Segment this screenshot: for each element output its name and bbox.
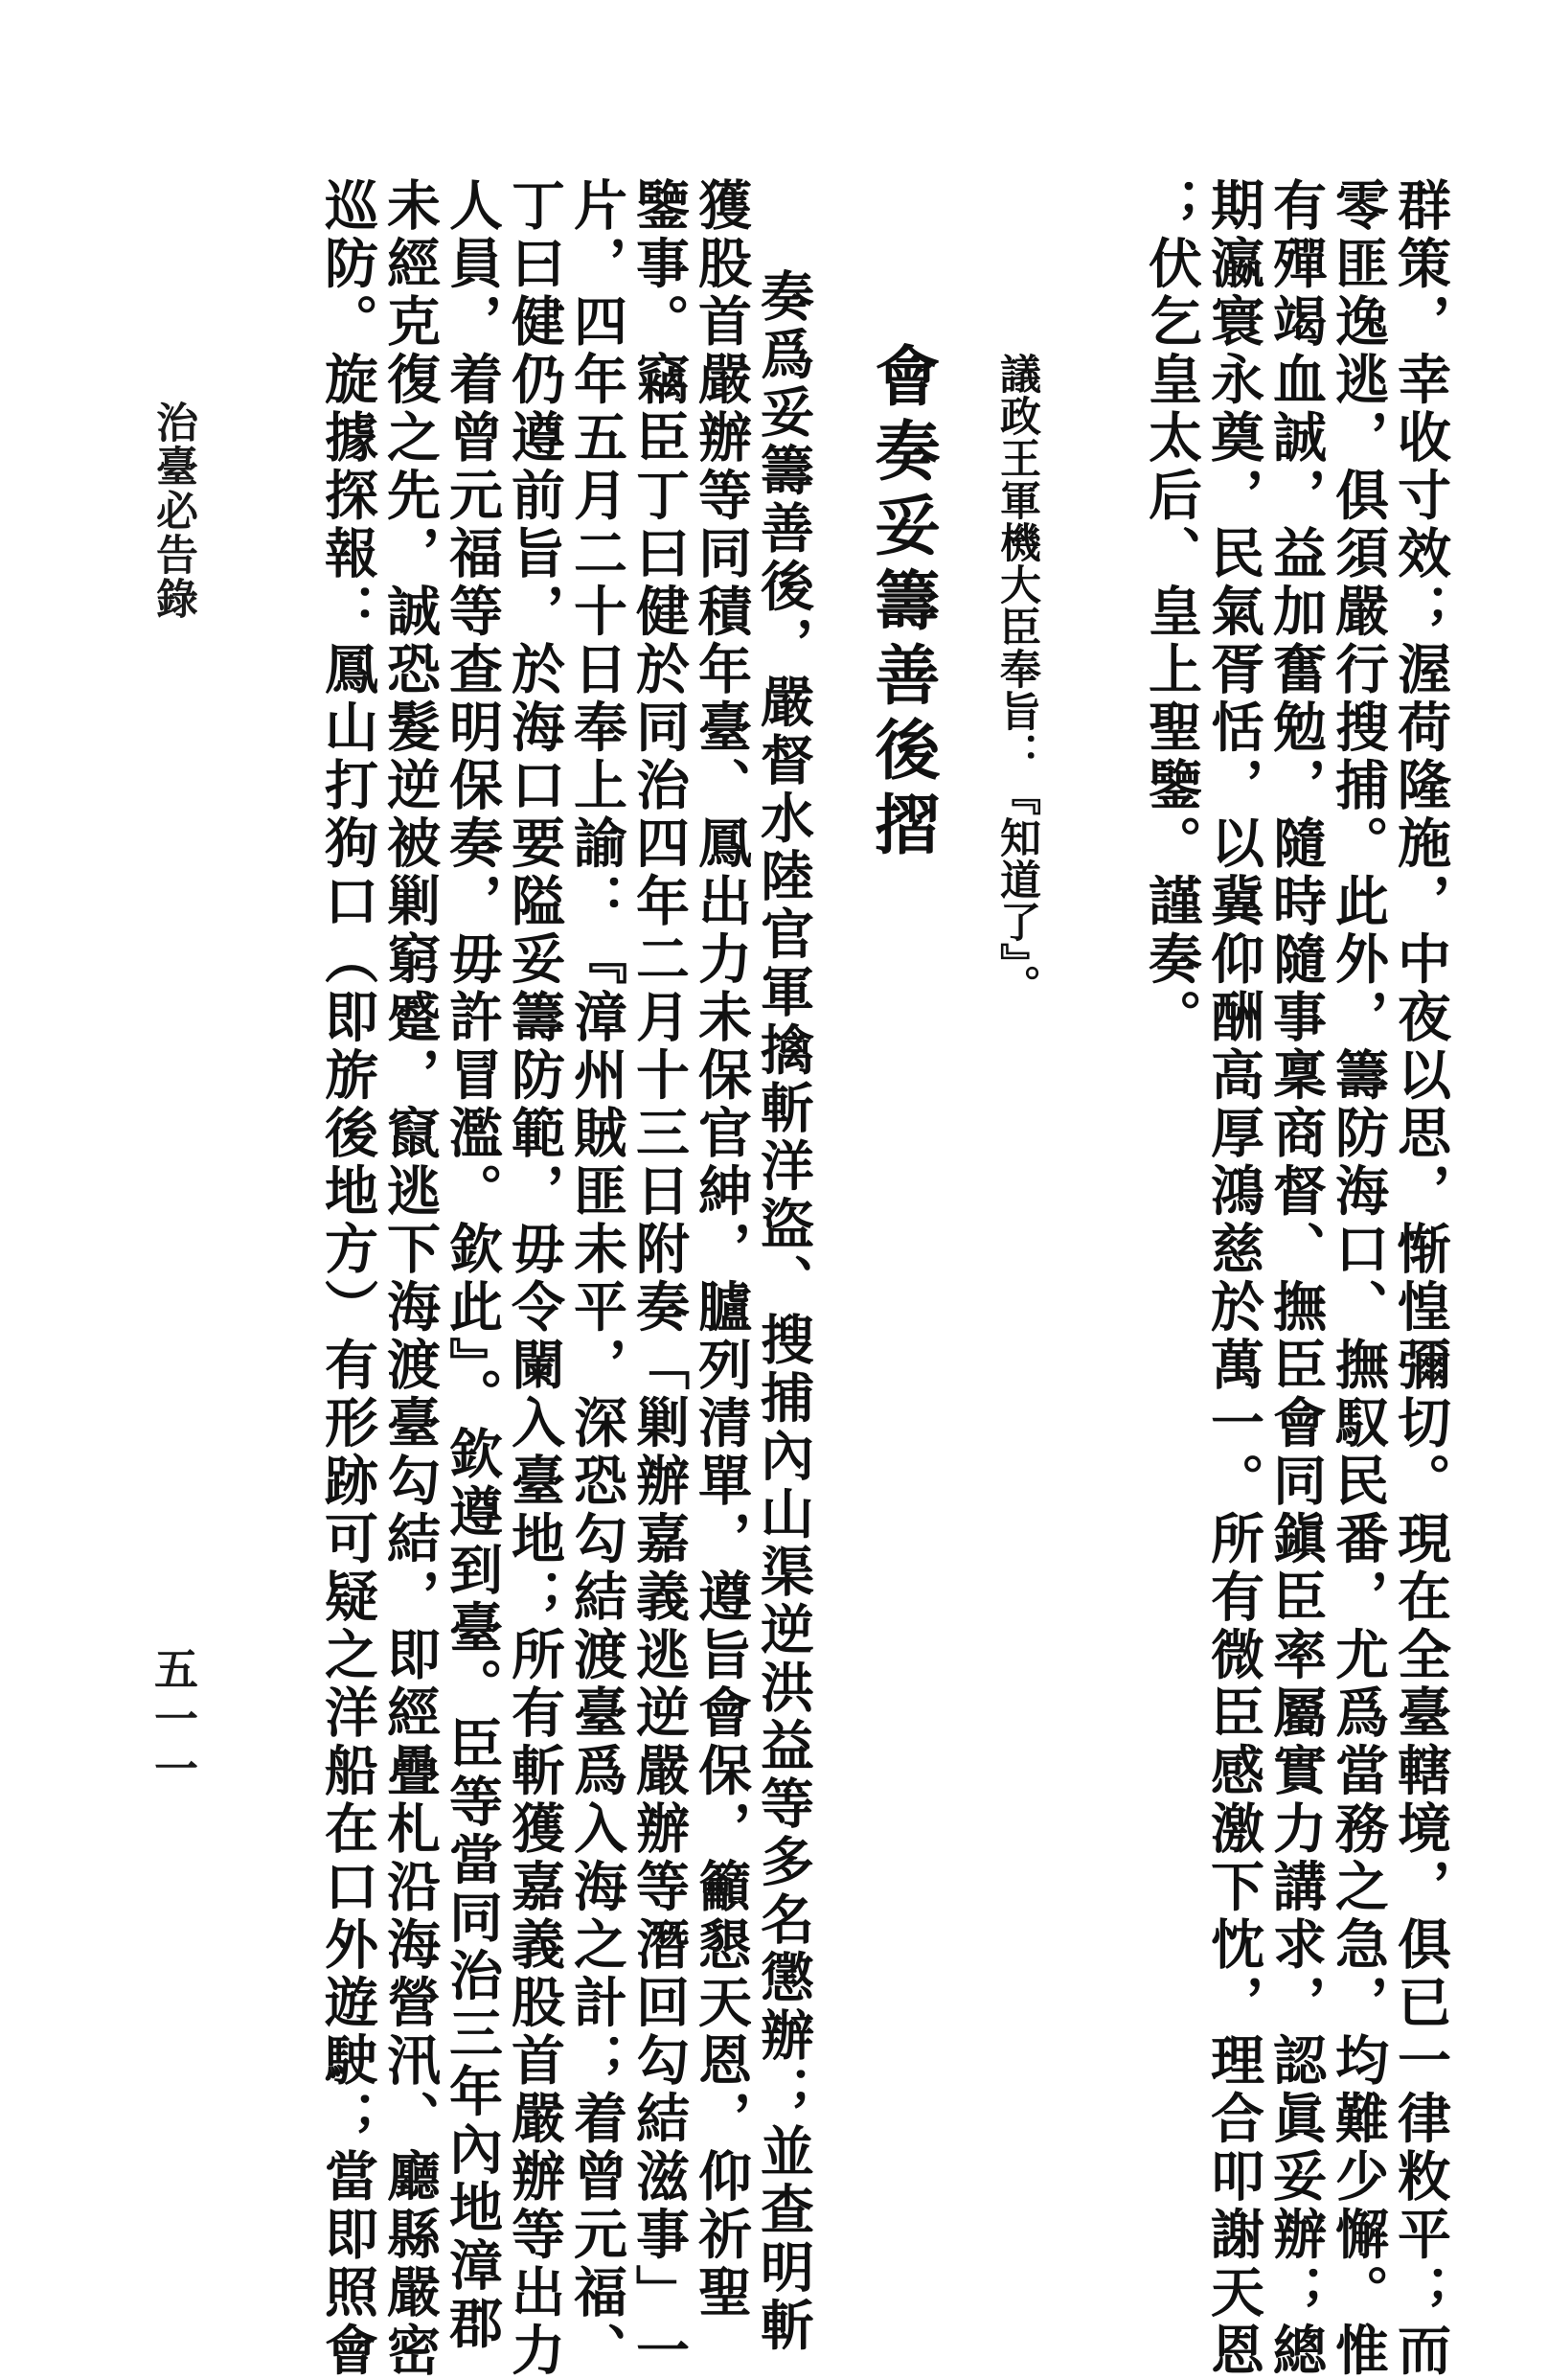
text-column-5: ；伏乞皇太后、皇上聖鑒。謹奏。 bbox=[1140, 177, 1203, 1047]
section-column-1: 奏爲妥籌善後，嚴督水陸官軍擒斬洋盜、搜捕內山渠逆洪益等多名懲辦；並查明斬 bbox=[752, 268, 815, 2355]
rescript-note: 議政王軍機大臣奉旨：『知道了』。 bbox=[993, 353, 1041, 1007]
section-column-8: 巡防。旋據探報：鳳山打狗口（即旂後地方）有形跡可疑之洋船在口外遊駛；當即照會 bbox=[316, 177, 379, 2380]
section-column-5: 丁曰健仍遵前旨，於海口要隘妥籌防範，毋令闌入臺地；所有斬獲嘉義股首嚴辦等出力 bbox=[503, 177, 566, 2380]
section-column-2: 獲股首嚴辦等同積年臺、鳳出力未保官紳，臚列清單，遵旨會保，籲懇天恩，仰祈聖 bbox=[690, 177, 753, 2323]
text-column-1: 群策，幸收寸效；渥荷隆施，中夜以思，惭惶彌切。現在全臺轄境，俱已一律敉平；而 bbox=[1389, 177, 1452, 2380]
section-column-4: 片，四年五月二十日奉上諭：『漳州賊匪未平，深恐勾結渡臺爲入海之計；着曾元福、 bbox=[565, 177, 628, 2380]
book-title: 治臺必告錄 bbox=[148, 400, 197, 621]
text-column-3: 有殫竭血誠，益加奮勉，隨時隨事稟商督、撫臣會同鎭臣率屬實力講求，認眞妥辦；總 bbox=[1264, 177, 1328, 2380]
section-column-3: 鑒事。竊臣丁曰健於同治四年二月十三日附奏「剿辦嘉義逃逆嚴辦等潛回勾結滋事」一 bbox=[627, 177, 691, 2380]
page-number: 五一一 bbox=[148, 1646, 199, 1796]
text-column-2: 零匪逸逃，俱須嚴行搜捕。此外，籌防海口、撫馭民番，尤爲當務之急，均難少懈。惟 bbox=[1327, 177, 1390, 2380]
section-column-7: 未經克復之先，誠恐髮逆被剿窮蹙，竄逃下海渡臺勾結，即經疊札沿海營汛、廳縣嚴密 bbox=[378, 177, 442, 2380]
text-column-4: 期瀛寰永奠，民氣胥恬，以冀仰酬高厚鴻慈於萬一。所有微臣感激下忱，理合叩謝天恩 bbox=[1202, 177, 1265, 2380]
section-title: 會奏妥籌善後摺 bbox=[864, 342, 941, 865]
section-column-6: 人員，着曾元福等查明保奏，毋許冒濫。欽此』。欽遵到臺。臣等當同治三年內地漳郡 bbox=[441, 177, 504, 2353]
